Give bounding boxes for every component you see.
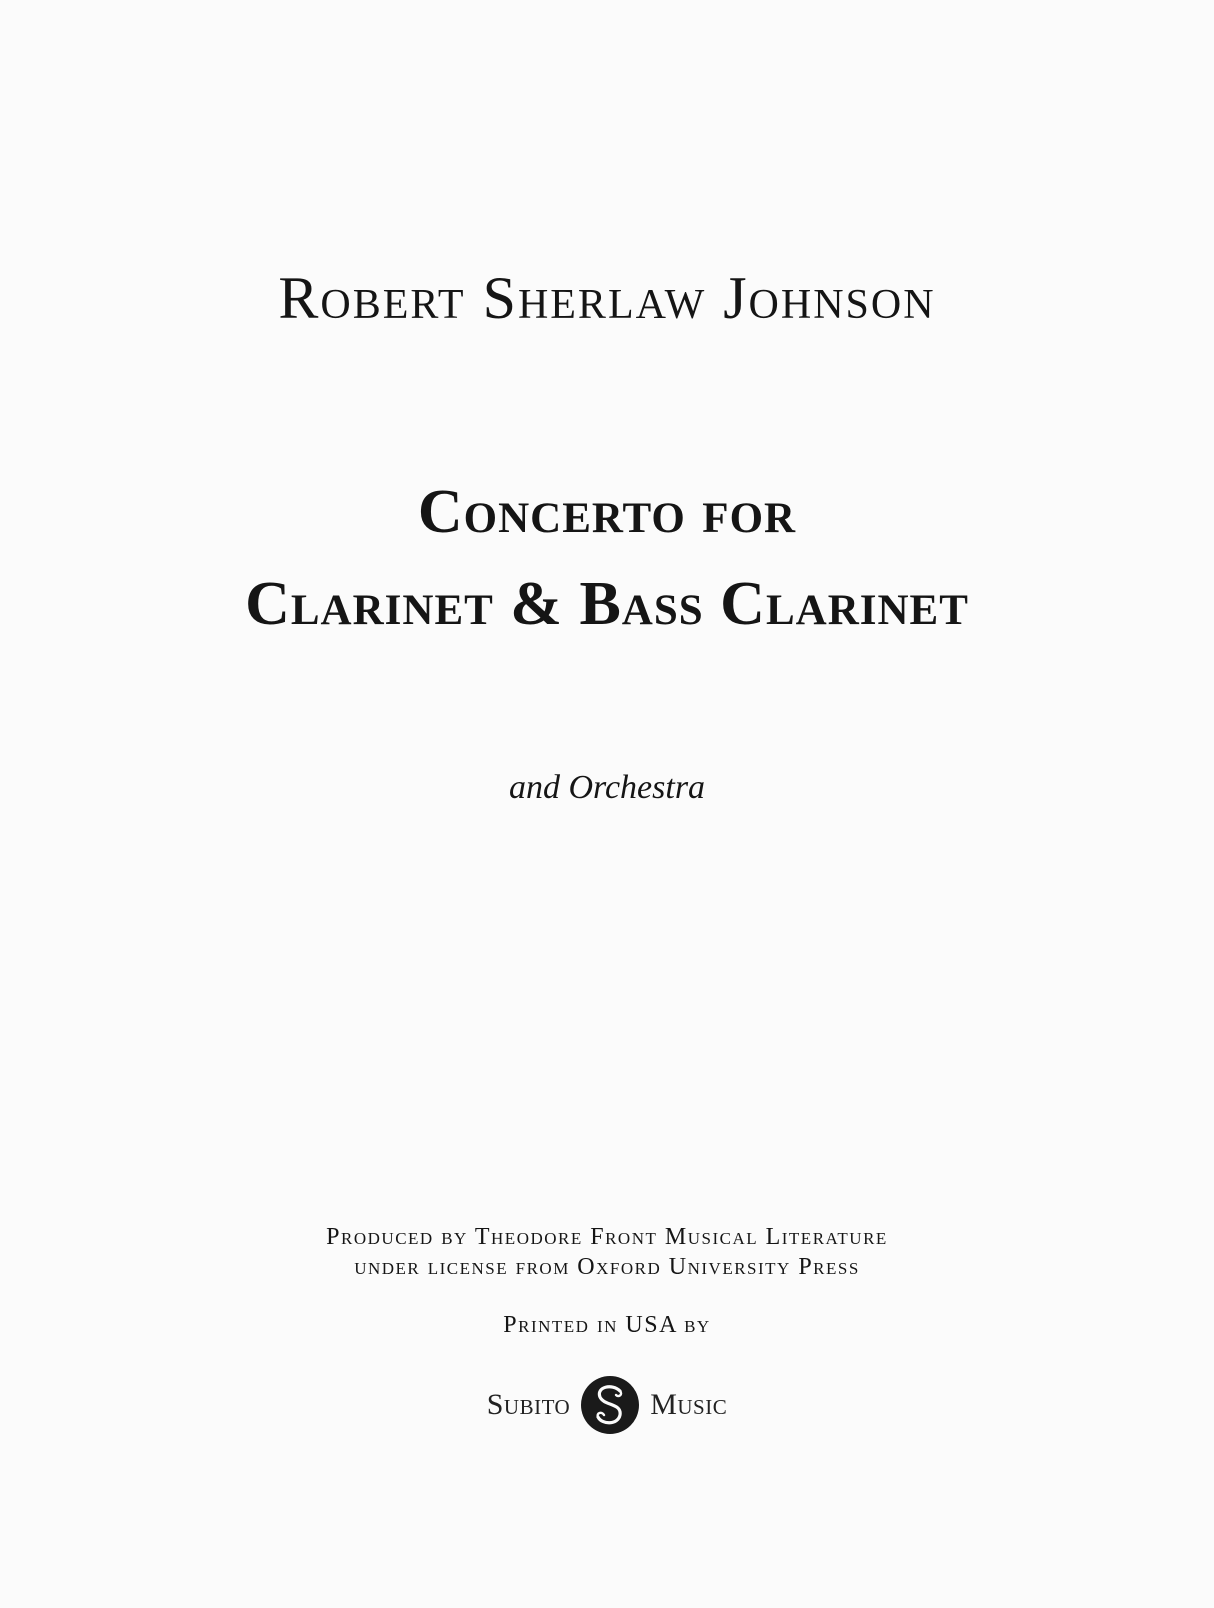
composer-name: Robert Sherlaw Johnson <box>278 265 936 331</box>
work-subtitle: and Orchestra <box>508 769 706 806</box>
credits-line-2: under license from Oxford University Press <box>354 1254 860 1280</box>
work-title <box>0 466 1214 650</box>
subito-music-logo <box>0 1370 1214 1440</box>
work-title-line-1: Concerto for <box>417 478 797 546</box>
logo-word-right: Music <box>650 1388 728 1421</box>
credits-line-1: Produced by Theodore Front Musical Literature <box>326 1224 888 1250</box>
printed-by: Printed in USA by <box>503 1312 711 1338</box>
work-title-line-2: Clarinet & Bass Clarinet <box>245 570 969 638</box>
logo-word-left: Subito <box>486 1388 571 1421</box>
publisher-credits <box>0 1222 1214 1282</box>
subito-s-logo-icon <box>578 1373 642 1437</box>
